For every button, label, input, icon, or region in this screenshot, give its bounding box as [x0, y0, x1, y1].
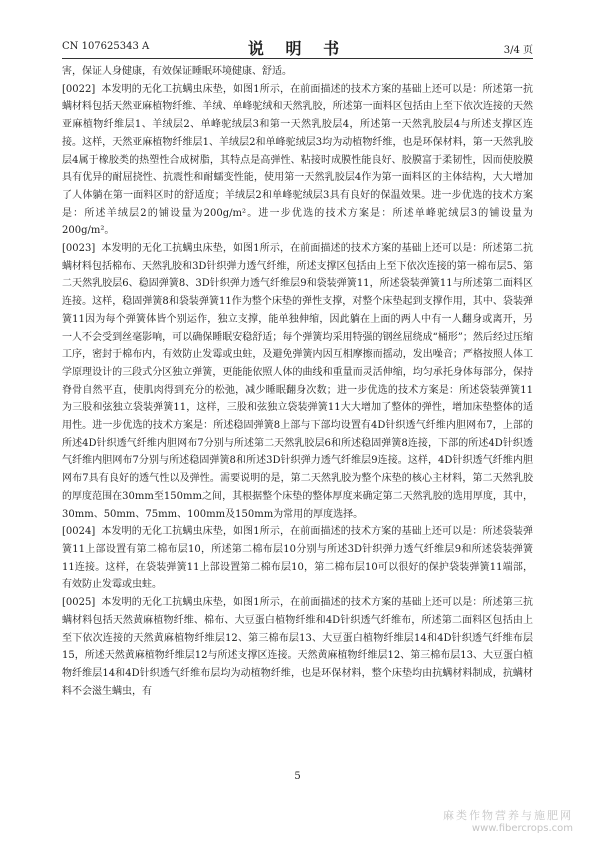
watermark-site-name: 麻类作物营养与施肥网: [443, 809, 573, 822]
page-number: 5: [294, 771, 301, 782]
opening-text: 害，保证人身健康，有效保证睡眠环境健康、舒适。: [62, 66, 292, 77]
paragraph-number: [0025]: [62, 597, 96, 609]
page-indicator: 3/4 页: [503, 45, 533, 56]
paragraph-number: [0024]: [62, 526, 96, 538]
document-body: [62, 63, 533, 785]
document-title: 说 明 书: [247, 39, 348, 58]
page-header: [62, 36, 533, 59]
paragraph: [62, 240, 533, 523]
paragraph: [62, 594, 533, 700]
paragraph-text: 本发明的无化工抗螨虫床垫，如图1所示，在前面描述的技术方案的基础上还可以是：所述第一抗螨材料包括天然亚麻植物纤维、羊绒、单峰驼绒和天然乳胶，所述第一面料区包括由上至下依次连接的天然亚麻植物纤维层1、羊绒层2、单峰驼绒层3和第一天然乳胶层4，所述第一天然乳胶层4与所述支撑区连接。这样，天然亚麻植物纤维层1、羊绒层2和单峰驼绒层3均为动植物纤维，也是环保材料，第一天然乳胶层4属于橡胶类的热塑性合成树脂，其特点是高弹性、粘接时成膜性能良好、胶膜富于柔韧性，因而使胶膜具有优异的耐屈挠性、抗震性和耐蠕变性能，使用第一天然乳胶层4作为第一面料区的主体结构，大大增加了人体躺在第一面料区时的舒适度；羊绒层2和单峰驼绒层3具有良好的保温效果。进一步优选的技术方案是：所述羊绒层2的铺设量为200g/m²。进一步优选的技术方案是：所述单峰驼绒层3的铺设量为200g/m²。: [62, 83, 533, 237]
paragraph-text: 本发明的无化工抗螨虫床垫，如图1所示，在前面描述的技术方案的基础上还可以是：所述第三抗螨材料包括天然黄麻植物纤维、棉布、大豆蛋白植物纤维和4D针织透气纤维布，所述第二面料区包括由上至下依次连接的天然黄麻植物纤维层12、第三棉布层13、大豆蛋白植物纤维层14和4D针织透气纤维布层15，所述天然黄麻植物纤维层12与所述支撑区连接。天然黄麻植物纤维层12、第三棉布层13、大豆蛋白植物纤维层14和4D针织透气纤维布层均为动植物纤维，也是环保材料，整个床垫均由抗螨材料制成，抗螨材料不会滋生螨虫，有: [62, 597, 533, 697]
site-watermark: [443, 807, 573, 834]
paragraph: [62, 523, 533, 594]
paragraph-number: [0022]: [62, 83, 96, 95]
paragraph-list: [62, 81, 533, 701]
watermark-url: www.fibercrops.com: [471, 823, 573, 834]
paragraph-text: 本发明的无化工抗螨虫床垫，如图1所示，在前面描述的技术方案的基础上还可以是：所述袋装弹簧11上部设置有第二棉布层10，所述第二棉布层10分别与所述3D针织弹力透气纤维层9和所述袋装弹簧11连接。这样，在袋装弹簧11上部设置第二棉布层10，第二棉布层10可以很好的保护袋装弹簧11端部，有效防止发霉或虫蛀。: [62, 526, 533, 591]
paragraph-number: [0023]: [62, 243, 96, 255]
patent-number: CN 107625343 A: [62, 41, 150, 52]
paragraph-text: 本发明的无化工抗螨虫床垫，如图1所示，在前面描述的技术方案的基础上还可以是：所述第二抗螨材料包括棉布、天然乳胶和3D针织弹力透气纤维，所述支撑区包括由上至下依次连接的第一棉布层5、第二天然乳胶层6、稳固弹簧8、3D针织弹力透气纤维层9和袋装弹簧11，所述袋装弹簧11与所述第二面料区连接。这样，稳固弹簧8和袋装弹簧11作为整个床垫的弹性支撑，对整个床垫起到支撑作用，其中、袋装弹簧11因为每个弹簧体皆个别运作，独立支撑，能单独伸缩，因此躺在上面的两人中有一人翻身或离开，另一人不会受到丝毫影响，可以确保睡眠安稳舒适；每个弹簧均采用特强的钢丝屈绕成“桶形”；然后经过压缩工序，密封于棉布内，有效防止发霉或虫蛀，及避免弹簧内因互相摩擦而摇动，发出噪音；严格按照人体工学原理设计的三段式分区独立弹簧，更能能依照人体的曲线和重量而灵活伸缩，均匀承托身体每部分，保持脊骨自然平直，使肌肉得到充分的松弛，减少睡眠翻身次数；进一步优选的技术方案是：所述袋装弹簧11为三股和弦独立袋装弹簧11，这样，三股和弦独立袋装弹簧11大大增加了整体的弹性，增加床垫整体的适用性。进一步优选的技术方案是：所述稳固弹簧8上部与下部均设置有4D针织透气纤维内胆网布7，上部的所述4D针织透气纤维内胆网布7分别与所述第二天然乳胶层6和所述稳固弹簧8连接，下部的所述4D针织透气纤维内胆网布7分别与所述稳固弹簧8和所述3D针织弹力透气纤维层9连接。这样，4D针织透气纤维内胆网布7具有良好的透气性以及弹性。需要说明的是，第二天然乳胶为整个床垫的核心主材料，第二天然乳胶的厚度范围在30mm至150mm之间，其根据整个床垫的整体厚度来确定第二天然乳胶的选用厚度，其中，30mm、50mm、75mm、100mm及150mm为常用的厚度选择。: [62, 243, 533, 520]
paragraph: [62, 81, 533, 240]
